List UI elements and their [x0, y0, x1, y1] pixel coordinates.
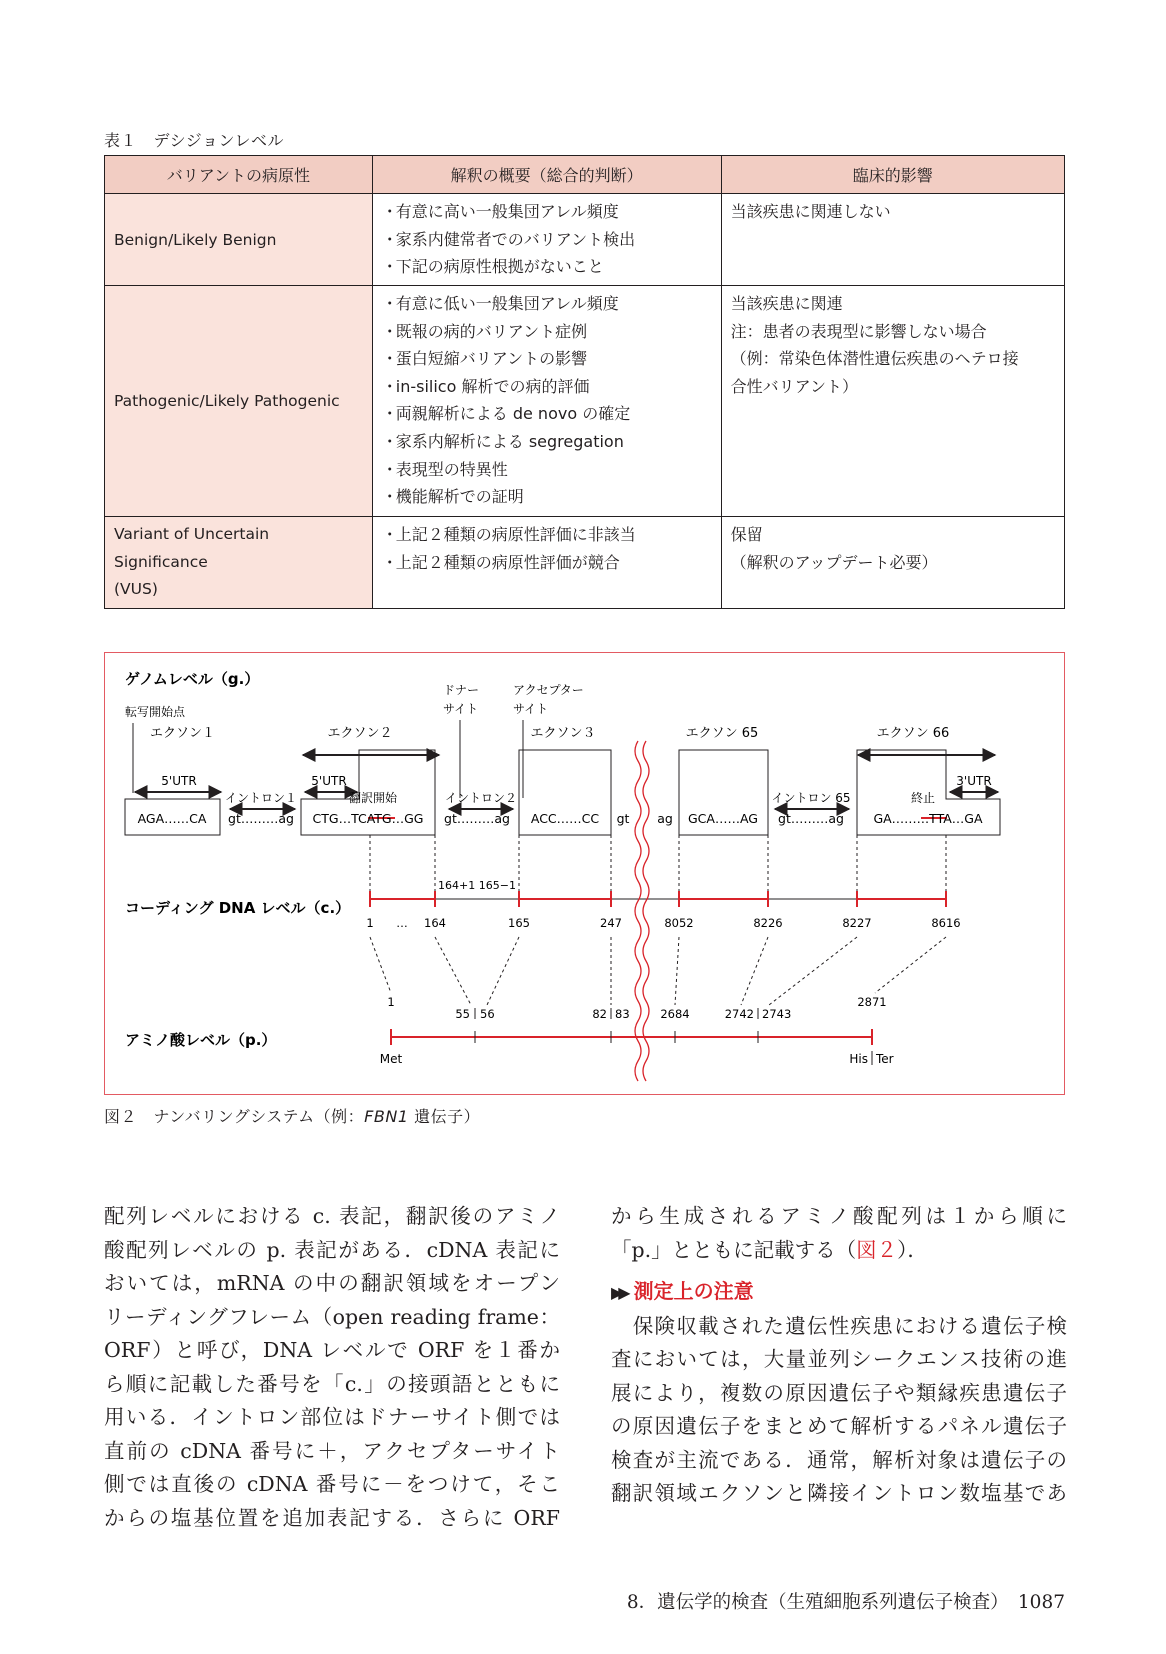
body-line: ら順に記載した番号を「c.」の接頭語とともに [104, 1371, 560, 1396]
table-header-cell: バリアントの病原性 [105, 156, 373, 194]
c-number: 8052 [664, 916, 694, 930]
category-cell: Benign/Likely Benign [105, 194, 373, 286]
summary-item: ・下記の病原性根拠がないこと [381, 257, 604, 277]
p-number: 55 [455, 1007, 470, 1021]
intron2-sequence: gt………ag [444, 811, 510, 826]
impact-cell [721, 286, 1064, 517]
acceptor-label: アクセプター [513, 683, 584, 697]
exon1-sequence: AGA……CA [137, 811, 207, 826]
body-line: 直前の cDNA 番号に＋，アクセプターサイト [104, 1438, 560, 1463]
c-number: 8226 [753, 916, 783, 930]
category-line: (VUS) [114, 580, 158, 599]
summary-item: ・家系内健常者でのバリアント検出 [381, 229, 636, 249]
impact-line: 当該疾患に関連しない [730, 202, 891, 221]
impact-line: （解釈のアップデート必要） [730, 552, 938, 572]
p-end-his-label: His [849, 1052, 868, 1066]
table-row-benign [105, 194, 1065, 286]
summary-item: ・上記２種類の病原性評価に非該当 [381, 525, 636, 544]
body-line: ORF）と呼び，DNA レベルで ORF を１番か [104, 1338, 560, 1362]
impact-line: 保留 [730, 525, 763, 544]
gt-sequence: gt [616, 811, 630, 826]
c-number: 8227 [842, 916, 872, 930]
body-line: から生成されるアミノ酸配列は１から順に [611, 1204, 1067, 1228]
impact-line: 注：患者の表現型に影響しない場合 [730, 321, 987, 341]
body-line: 酸配列レベルの p. 表記がある．cDNA 表記に [104, 1237, 560, 1262]
body-line: リーディングフレーム（open reading frame： [104, 1304, 560, 1329]
table-header-cell: 解釈の概要（総合的判断） [372, 156, 721, 194]
body-line: 査においては，大量並列シークエンス技術の進 [611, 1347, 1067, 1371]
utr5-label: 5'UTR [161, 774, 197, 788]
intron-label: イントロン２ [444, 791, 518, 805]
sequence-break-marker [635, 741, 649, 1081]
utr3-label: 3'UTR [956, 774, 992, 788]
impact-line: 合性バリアント） [730, 376, 858, 396]
summary-item: ・蛋白短縮バリアントの影響 [381, 349, 588, 369]
category-cell: Pathogenic/Likely Pathogenic [105, 286, 373, 517]
category-cell [105, 517, 373, 609]
table-header-row [105, 156, 1065, 194]
intron-label: イントロン 65 [771, 791, 851, 805]
c-number: 1 [366, 916, 374, 930]
summary-item: ・家系内解析による segregation [381, 431, 624, 451]
p-number: 2684 [660, 1007, 690, 1021]
exon2-sequence: CTG…TCATG…GG [312, 811, 424, 826]
p-end-ter-label: Ter [876, 1052, 894, 1066]
body-line: 翻訳領域エクソンと隣接イントロン数塩基であ [611, 1481, 1067, 1505]
p-number: 83 [615, 1007, 630, 1021]
c-number: … [396, 916, 408, 930]
donor-label: ドナー [443, 683, 480, 697]
exon66-sequence: GA………TTA…GA [873, 811, 983, 826]
summary-item: ・上記２種類の病原性評価が競合 [381, 552, 620, 572]
section-arrow-icon: ▶▶ [611, 1283, 626, 1302]
body-column-left [104, 1200, 560, 1535]
transcription-start-label: 転写開始点 [125, 705, 186, 719]
c-number: 8616 [931, 916, 961, 930]
category-line: Variant of Uncertain Significance [114, 525, 270, 571]
exon3-sequence: ACC……CC [530, 811, 600, 826]
p-number: 1 [387, 995, 395, 1009]
impact-line: 当該疾患に関連 [730, 294, 843, 313]
c-number: 164 [424, 916, 446, 930]
table-header-cell: 臨床的影響 [721, 156, 1064, 194]
c-number: 165 [508, 916, 530, 930]
table-row-pathogenic [105, 286, 1065, 517]
impact-line: （例：常染色体潜性遺伝疾患のヘテロ接 [730, 349, 1019, 369]
coding-level-label: コーディング DNA レベル（c.） [125, 899, 351, 917]
body-line: 用いる．イントロン部位はドナーサイト側では [104, 1405, 560, 1429]
summary-item: ・有意に低い一般集団アレル頻度 [381, 294, 619, 313]
p-number: 2871 [857, 995, 887, 1009]
intron-label: イントロン１ [224, 791, 298, 805]
p-number: 56 [480, 1007, 495, 1021]
impact-cell [721, 194, 1064, 286]
body-line: 保険収載された遺伝性疾患における遺伝子検 [611, 1313, 1067, 1338]
ag-sequence: ag [657, 811, 673, 826]
exon-label: エクソン 66 [876, 726, 950, 741]
summary-item: ・既報の病的バリアント症例 [381, 321, 588, 341]
c-number: 247 [600, 916, 622, 930]
body-column-right [611, 1200, 1067, 1511]
exon-label: エクソン１ [150, 726, 216, 741]
table-caption: 表１ デシジョンレベル [104, 131, 285, 150]
decision-level-table [104, 155, 1065, 609]
page-footer: 8．遺伝学的検査（生殖細胞系列遺伝子検査） 1087 [626, 1592, 1065, 1613]
intron65-sequence: gt………ag [778, 811, 844, 826]
body-line: おいては，mRNA の中の翻訳領域をオープン [104, 1271, 560, 1295]
body-line: 検査が主流である．通常，解析対象は遺伝子の [611, 1447, 1067, 1472]
summary-item: ・in-silico 解析での病的評価 [381, 376, 590, 396]
section-heading [611, 1275, 1067, 1310]
p-start-label: Met [379, 1052, 403, 1066]
body-line: 配列レベルにおける c. 表記，翻訳後のアミノ [104, 1204, 560, 1228]
impact-cell [721, 517, 1064, 609]
utr5-label: 5'UTR [311, 774, 347, 788]
summary-item: ・機能解析での証明 [381, 487, 524, 507]
p-number: 2742 [724, 1007, 754, 1021]
numbering-diagram [105, 653, 1063, 1093]
body-line: 「p.」とともに記載する（図２）． [611, 1237, 928, 1262]
intron-numbers-label: 164+1 165−1 [438, 879, 516, 892]
stop-label: 終止 [910, 791, 936, 805]
section-title: 測定上の注意 [633, 1279, 754, 1303]
body-line: の原因遺伝子をまとめて解析するパネル遺伝子 [611, 1414, 1067, 1438]
amino-level-label: アミノ酸レベル（p.） [125, 1031, 277, 1049]
donor-label: サイト [443, 702, 479, 716]
translation-start-label: 翻訳開始 [348, 791, 398, 805]
table-row-vus [105, 517, 1065, 609]
summary-item: ・有意に高い一般集団アレル頻度 [381, 202, 619, 221]
summary-cell [372, 286, 721, 517]
body-line: からの塩基位置を追加表記する．さらに ORF [104, 1505, 560, 1530]
exon-label: エクソン 65 [685, 726, 759, 741]
figure-caption: 図２ ナンバリングシステム（例：FBN1 遺伝子） [104, 1107, 481, 1126]
summary-item: ・表現型の特異性 [381, 459, 508, 479]
figure-reference-link[interactable]: 図２ [856, 1237, 898, 1262]
exon-label: エクソン３ [530, 726, 596, 741]
exon-label: エクソン２ [327, 726, 393, 741]
intron1-sequence: gt………ag [228, 811, 294, 826]
summary-cell [372, 517, 721, 609]
numbering-figure [104, 652, 1065, 1095]
acceptor-label: サイト [513, 702, 549, 716]
body-line: 側では直後の cDNA 番号に－をつけて，そこ [104, 1472, 560, 1496]
summary-cell [372, 194, 721, 286]
p-number: 82 [592, 1007, 607, 1021]
exon65-sequence: GCA……AG [688, 811, 758, 826]
summary-item: ・両親解析による de novo の確定 [381, 404, 631, 424]
body-line: 展により，複数の原因遺伝子や類縁疾患遺伝子 [611, 1380, 1067, 1405]
p-number: 2743 [762, 1007, 792, 1021]
genome-level-label: ゲノムレベル（g.） [125, 670, 260, 688]
